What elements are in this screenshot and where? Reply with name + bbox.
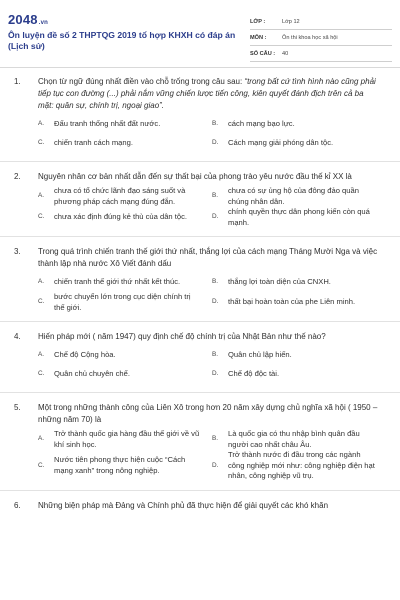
answer-option[interactable] <box>212 186 384 207</box>
question-stem <box>0 246 392 270</box>
option-text: Quân chủ chuyên chế. <box>54 369 130 379</box>
option-text: Trở thành quốc gia hàng đầu thế giới về vũ khí sinh học. <box>54 429 200 449</box>
question-stem <box>0 402 392 426</box>
question-number <box>0 246 38 270</box>
option-text: Cách mạng giải phóng dân tộc. <box>228 138 334 148</box>
question-text-part: Hiến pháp mới ( năm 1947) quy định chế độ chính trị của Nhật Bản như thế nào? <box>38 332 326 341</box>
option-text: Đấu tranh thống nhất đất nước. <box>54 119 161 129</box>
option-text: Chế độ Cộng hòa. <box>54 350 116 360</box>
answer-option[interactable] <box>212 292 384 313</box>
option-text: Quân chủ lập hiến. <box>228 350 292 360</box>
question-text <box>38 246 392 270</box>
question-text-part: Chọn từ ngữ đúng nhất điền vào chỗ trống trong câu sau: <box>38 77 245 86</box>
question-stem <box>0 331 392 343</box>
option-letter: B. <box>212 192 219 200</box>
question-stem <box>0 76 392 112</box>
option-text: cách mạng bạo lực. <box>228 119 295 129</box>
option-letter: D. <box>212 139 219 147</box>
option-letter: B. <box>212 278 219 286</box>
question-text-part: Một trong những thành công của Liên Xô trong hơn 20 năm xây dựng chủ nghĩa xã hội ( 1950 – những năm 70) là <box>38 403 378 424</box>
option-letter: A. <box>38 192 45 200</box>
answer-option[interactable] <box>38 134 210 153</box>
meta-value: Ôn thi khoa học xã hội <box>282 34 338 41</box>
meta-row <box>250 30 392 46</box>
meta-label: LỚP : <box>250 18 266 25</box>
option-letter: C. <box>38 298 45 306</box>
option-text: Chế độ độc tài. <box>228 369 280 379</box>
option-text: thất bại hoàn toàn của phe Liên minh. <box>228 297 356 307</box>
option-text: Là quốc gia có thu nhập bình quân đầu người cao nhất châu Âu. <box>228 429 360 449</box>
option-text: chiến tranh thế giới thứ nhất kết thúc. <box>54 277 181 287</box>
option-text: thắng lợi toàn diện của CNXH. <box>228 277 331 287</box>
option-letter: D. <box>212 213 219 221</box>
option-letter: B. <box>212 351 219 359</box>
question-number-text: 2. <box>14 172 21 181</box>
answer-option[interactable] <box>212 429 384 450</box>
question <box>0 76 400 153</box>
option-letter: C. <box>38 139 45 147</box>
answer-option[interactable] <box>38 273 210 292</box>
answer-options <box>38 429 392 482</box>
question <box>0 171 400 228</box>
answer-option[interactable] <box>212 450 384 482</box>
answer-option[interactable] <box>212 207 384 228</box>
question-stem <box>0 500 392 512</box>
question-text-part: Trong quá trình chiến tranh thế giới thứ nhất, thắng lợi của cách mạng Tháng Mười Nga và việc thành lập nhà nước Xô Viết đánh dấu <box>38 247 378 268</box>
option-text: chưa có tổ chức lãnh đạo sáng suốt và phương pháp cách mạng đúng đắn. <box>54 186 186 206</box>
answer-option[interactable] <box>212 365 384 384</box>
question-number-text: 4. <box>14 332 21 341</box>
document-meta <box>250 14 392 62</box>
answer-option[interactable] <box>212 346 384 365</box>
option-letter: D. <box>212 298 219 306</box>
question-text-part: Những biện pháp mà Đảng và Chính phủ đã thực hiện để giải quyết các khó khăn <box>38 500 329 510</box>
question-divider <box>0 236 400 237</box>
question-stem <box>0 171 392 183</box>
answer-option[interactable] <box>38 292 210 313</box>
answer-options <box>38 346 392 384</box>
question-text <box>38 171 392 183</box>
option-text: Trở thành nước đi đầu trong các ngành công nghiệp mới như: công nghiệp điện hạt nhân, công nghiệp vũ trụ. <box>228 450 375 480</box>
logo-tld: .vn <box>38 20 49 26</box>
answer-option[interactable] <box>38 346 210 365</box>
question-divider <box>0 321 400 322</box>
question-text <box>38 76 392 112</box>
answer-option[interactable] <box>212 134 384 153</box>
site-logo[interactable] <box>8 12 48 27</box>
question-divider <box>0 490 400 491</box>
header <box>0 0 400 62</box>
option-text: chính quyền thực dân phong kiến còn quá mạnh. <box>228 207 370 227</box>
option-letter: A. <box>38 278 45 286</box>
answer-option[interactable] <box>38 207 210 228</box>
option-letter: A. <box>38 435 45 443</box>
option-letter: D. <box>212 461 219 469</box>
question-divider <box>0 161 400 162</box>
question-number-text: 6. <box>14 500 21 510</box>
meta-row <box>250 46 392 62</box>
option-text: chưa có sự ủng hộ của đông đảo quần chúng nhân dân. <box>228 186 359 206</box>
question-number <box>0 331 38 343</box>
meta-row <box>250 14 392 30</box>
question <box>0 500 400 512</box>
option-letter: A. <box>38 351 45 359</box>
logo-text: 2048 <box>8 12 38 27</box>
question-number-text: 3. <box>14 247 21 256</box>
option-text: chiến tranh cách mạng. <box>54 138 133 148</box>
question-number-text: 1. <box>14 77 21 86</box>
question-text <box>38 402 392 426</box>
option-letter: C. <box>38 461 45 469</box>
answer-option[interactable] <box>38 429 210 450</box>
option-letter: B. <box>212 120 219 128</box>
option-text: bước chuyển lớn trong cục diện chính trị thế giới. <box>54 292 191 312</box>
answer-option[interactable] <box>38 115 210 134</box>
option-letter: C. <box>38 370 45 378</box>
answer-option[interactable] <box>212 115 384 134</box>
option-letter: A. <box>38 120 45 128</box>
question <box>0 246 400 313</box>
meta-label: MÔN : <box>250 34 267 41</box>
option-text: chưa xác định đúng kẻ thù của dân tộc. <box>54 212 188 222</box>
answer-option[interactable] <box>212 273 384 292</box>
question-text <box>38 331 392 343</box>
question <box>0 402 400 482</box>
option-text: Nước tiên phong thực hiện cuộc “Cách mạng xanh” trong nông nghiệp. <box>54 455 186 475</box>
answer-options <box>38 273 392 313</box>
option-letter: B. <box>212 435 219 443</box>
question-divider <box>0 392 400 393</box>
option-letter: C. <box>38 213 45 221</box>
question-number <box>0 76 38 112</box>
question-number-text: 5. <box>14 403 21 412</box>
document-title: Ôn luyện đề số 2 THPTQG 2019 tổ hợp KHXH có đáp án (Lịch sử) <box>8 30 236 51</box>
question-list <box>0 76 400 512</box>
question-text-part: Nguyên nhân cơ bản nhất dẫn đến sự thất bại của phong trào yêu nước đầu thế kỉ XX là <box>38 172 352 181</box>
answer-options <box>38 186 392 228</box>
question-quote: “trong bất cứ tình hình nào cũng phải tiếp tục con đường (...) phải nắm vững chiến lược tiến công, kiên quyết đánh địch trên cả ba mặt: quân sự, chính trị, ngoại giao”. <box>38 77 376 110</box>
meta-value: Lớp 12 <box>282 18 300 25</box>
question-number <box>0 402 38 426</box>
question-text <box>38 500 392 512</box>
header-divider <box>0 67 400 68</box>
meta-value: 40 <box>282 50 289 57</box>
answer-option[interactable] <box>38 450 210 482</box>
question-number <box>0 171 38 183</box>
meta-label: SỐ CÂU : <box>250 50 276 57</box>
answer-option[interactable] <box>38 365 210 384</box>
option-letter: D. <box>212 370 219 378</box>
answer-option[interactable] <box>38 186 210 207</box>
question <box>0 331 400 384</box>
question-number <box>0 500 38 512</box>
answer-options <box>38 115 392 153</box>
